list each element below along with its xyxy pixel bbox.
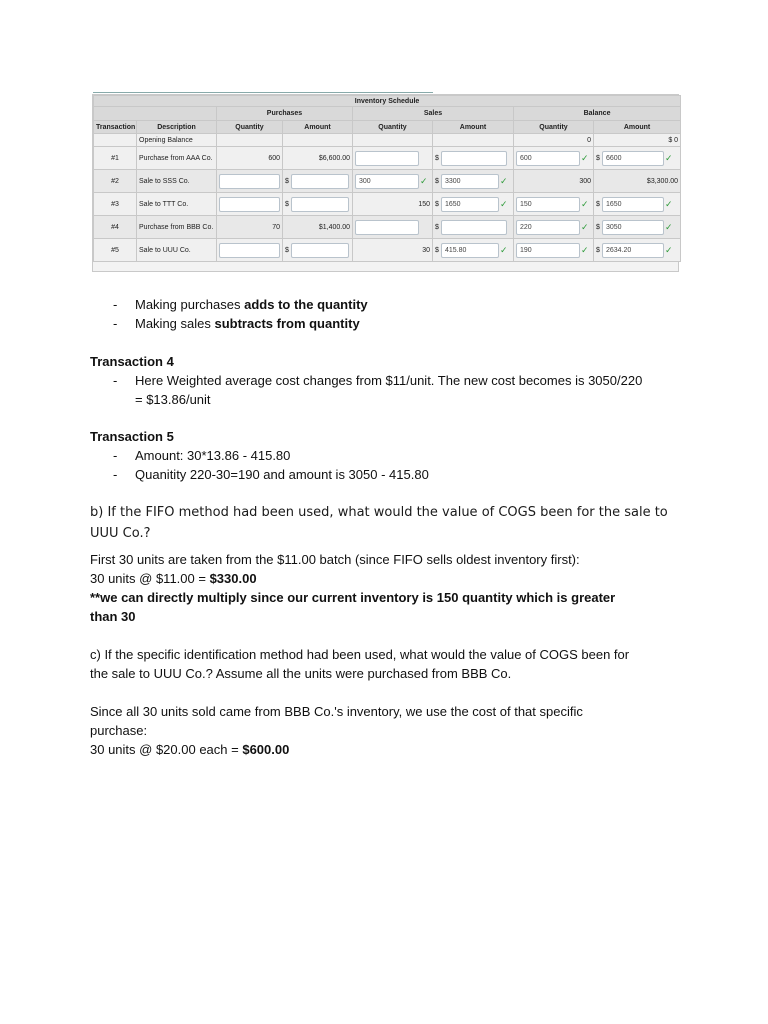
- check-icon: ✓: [581, 244, 589, 255]
- table-row: [94, 216, 681, 239]
- dollar-sign: $: [435, 223, 439, 231]
- col-sales-qty: Quantity: [353, 121, 433, 134]
- row-txn: #1: [94, 147, 137, 170]
- purchase-amount-input: [291, 197, 349, 212]
- purchase-qty-input: [219, 174, 280, 189]
- col-purchase-qty: Quantity: [217, 121, 283, 134]
- check-icon: ✓: [665, 221, 673, 232]
- row-txn: #5: [94, 239, 137, 262]
- row-description: Purchase from BBB Co.: [137, 216, 217, 239]
- transaction-5-bullet-amount: - Amount: 30*13.86 - 415.80: [113, 448, 291, 463]
- check-icon: ✓: [665, 198, 673, 209]
- table-row: [94, 239, 681, 262]
- sales-qty-input: [355, 151, 419, 166]
- transaction-4-bullet-cont: = $13.86/unit: [135, 392, 211, 407]
- part-b-answer: [90, 550, 690, 626]
- purchase-qty-input: [219, 197, 280, 212]
- row-txn: #3: [94, 193, 137, 216]
- dollar-sign: $: [435, 177, 439, 185]
- transaction-5-heading: Transaction 5: [90, 429, 174, 444]
- inventory-schedule-table: [93, 95, 681, 262]
- balance-amount-input: 3050: [602, 220, 664, 235]
- part-b-line2: 30 units @ $11.00 = $330.00: [90, 571, 257, 586]
- row-txn: #2: [94, 170, 137, 193]
- check-icon: ✓: [500, 244, 508, 255]
- part-b-question: b) If the FIFO method had been used, what would the value of COGS been for the sale to UUU Co.?: [90, 505, 668, 541]
- transaction-5-section: [90, 427, 690, 484]
- dollar-sign: $: [435, 154, 439, 162]
- col-description: Description: [137, 121, 217, 134]
- check-icon: ✓: [581, 198, 589, 209]
- bullet-dash: -: [113, 373, 118, 388]
- table-row: [94, 170, 681, 193]
- row-description: Purchase from AAA Co.: [137, 147, 217, 170]
- bullet-sales: - Making sales subtracts from quantity: [113, 316, 360, 331]
- inventory-schedule-image: [92, 94, 679, 272]
- sales-amount-input: 415.80: [441, 243, 499, 258]
- dollar-sign: $: [596, 223, 600, 231]
- check-icon: ✓: [420, 175, 428, 186]
- sales-amount-input: [441, 220, 507, 235]
- part-b-note-line1: **we can directly multiply since our current inventory is 150 quantity which is greater: [90, 590, 616, 605]
- opening-balance-amount: $ 0: [594, 134, 681, 147]
- dollar-sign: $: [285, 246, 289, 254]
- part-c-question: c) If the specific identification method had been used, what would the value of COGS been for the sale to UUU Co.? Assume all the units were purchased from BBB Co.: [90, 647, 630, 681]
- col-purchase-amount: Amount: [283, 121, 353, 134]
- col-balance-qty: Quantity: [514, 121, 594, 134]
- balance-amount: $3,300.00: [594, 170, 681, 193]
- row-description: Sale to UUU Co.: [137, 239, 217, 262]
- bullet-dash: -: [113, 467, 118, 482]
- col-sales-amount: Amount: [433, 121, 514, 134]
- transaction-4-section: [90, 352, 690, 409]
- check-icon: ✓: [500, 175, 508, 186]
- purchase-amount: $6,600.00: [283, 147, 353, 170]
- part-c-line3: 30 units @ $20.00 each = $600.00: [90, 742, 290, 757]
- notes-section: [90, 295, 690, 333]
- transaction-5-bullet-quantity: - Quanitity 220-30=190 and amount is 3050 - 415.80: [113, 467, 429, 482]
- purchase-qty-input: [219, 243, 280, 258]
- check-icon: ✓: [665, 244, 673, 255]
- transaction-4-heading: Transaction 4: [90, 354, 174, 369]
- schedule-top-rule: [93, 92, 433, 93]
- sales-qty: 30: [353, 239, 433, 262]
- purchases-group-header: Purchases: [217, 107, 353, 121]
- part-c-answer: [90, 702, 690, 759]
- dollar-sign: $: [285, 200, 289, 208]
- dollar-sign: $: [435, 200, 439, 208]
- opening-description: Opening Balance: [137, 134, 217, 147]
- opening-balance-row: [94, 134, 681, 147]
- bullet-purchases: - Making purchases adds to the quantity: [113, 297, 368, 312]
- dollar-sign: $: [596, 246, 600, 254]
- balance-group-header: Balance: [514, 107, 681, 121]
- transaction-4-bullet: - Here Weighted average cost changes from $11/unit. The new cost becomes is 3050/220: [113, 373, 643, 388]
- dollar-sign: $: [596, 154, 600, 162]
- purchase-qty: 600: [217, 147, 283, 170]
- balance-amount-input: 1650: [602, 197, 664, 212]
- opening-balance-qty: 0: [514, 134, 594, 147]
- balance-qty-input: 600: [516, 151, 580, 166]
- part-c-line1: Since all 30 units sold came from BBB Co.'s inventory, we use the cost of that specific: [90, 704, 583, 719]
- sales-group-header: Sales: [353, 107, 514, 121]
- sales-amount-input: [441, 151, 507, 166]
- balance-qty-input: 150: [516, 197, 580, 212]
- purchase-amount: $1,400.00: [283, 216, 353, 239]
- purchase-qty: 70: [217, 216, 283, 239]
- part-c-line2: purchase:: [90, 723, 148, 738]
- check-icon: ✓: [581, 221, 589, 232]
- sales-qty-input: [355, 220, 419, 235]
- balance-amount-input: 2634.20: [602, 243, 664, 258]
- purchase-amount-input: [291, 243, 349, 258]
- balance-amount-input: 6600: [602, 151, 664, 166]
- bullet-dash: -: [113, 297, 118, 312]
- dollar-sign: $: [285, 177, 289, 185]
- sales-qty: 150: [353, 193, 433, 216]
- sales-amount-input: 3300: [441, 174, 499, 189]
- col-balance-amount: Amount: [594, 121, 681, 134]
- row-description: Sale to TTT Co.: [137, 193, 217, 216]
- check-icon: ✓: [665, 152, 673, 163]
- dollar-sign: $: [596, 200, 600, 208]
- check-icon: ✓: [500, 198, 508, 209]
- part-b-line1: First 30 units are taken from the $11.00 batch (since FIFO sells oldest inventory first):: [90, 552, 580, 567]
- bullet-dash: -: [113, 448, 118, 463]
- balance-qty-input: 190: [516, 243, 580, 258]
- sales-qty-input: 300: [355, 174, 419, 189]
- check-icon: ✓: [581, 152, 589, 163]
- row-description: Sale to SSS Co.: [137, 170, 217, 193]
- row-txn: #4: [94, 216, 137, 239]
- purchase-amount-input: [291, 174, 349, 189]
- schedule-title: Inventory Schedule: [94, 96, 681, 107]
- sales-amount-input: 1650: [441, 197, 499, 212]
- balance-qty-input: 220: [516, 220, 580, 235]
- part-b-note-line2: than 30: [90, 609, 136, 624]
- dollar-sign: $: [435, 246, 439, 254]
- table-row: [94, 193, 681, 216]
- col-transaction: Transaction: [94, 121, 137, 134]
- blank-group-header: [94, 107, 217, 121]
- balance-qty: 300: [514, 170, 594, 193]
- bullet-dash: -: [113, 316, 118, 331]
- table-row: [94, 147, 681, 170]
